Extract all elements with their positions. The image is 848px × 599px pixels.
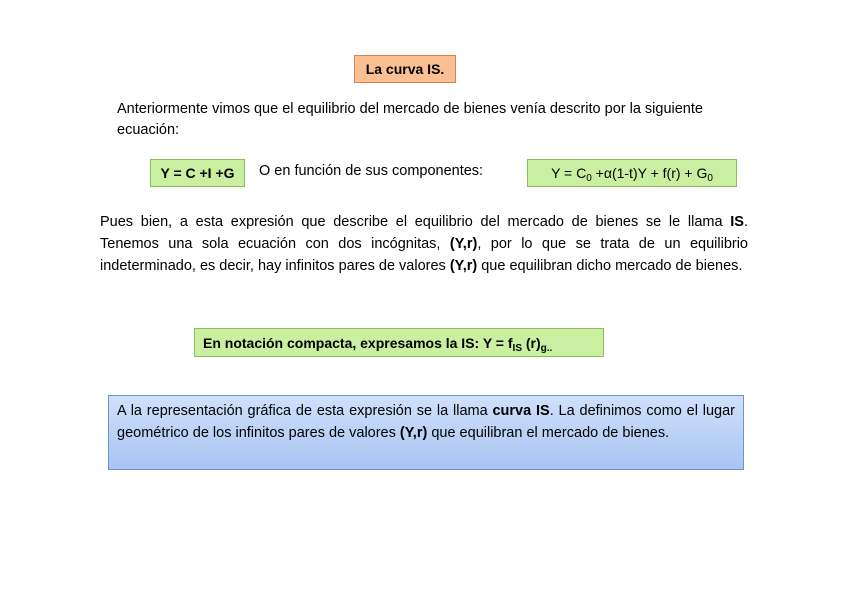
explanation-paragraph: Pues bien, a esta expresión que describe el equilibrio del mercado de bienes se le llama IS. Tenemos una sola ecuación con dos incógnitas, (Y,r), por lo que se trata de un equilibrio indeterminado, es decir, hay infinitos pares de valores (Y,r) que equilibran dicho mercado de bienes. <box>100 214 748 274</box>
title-box <box>354 55 456 83</box>
intro-text: Anteriormente vimos que el equilibrio del mercado de bienes venía descrito por la siguiente ecuación: <box>117 101 703 138</box>
equation-box-components <box>527 159 737 187</box>
compact-notation: En notación compacta, expresamos la IS: $Y = f_{IS}$ $(r)_{g..}$ <box>203 334 553 354</box>
page-title: La curva IS. <box>365 61 445 77</box>
equation-connector-text: O en función de sus componentes: <box>259 163 484 179</box>
equation-aggregate: Y = C +I +G <box>160 165 235 181</box>
compact-notation-box <box>194 328 604 357</box>
equation-components: $Y = C_0 +\alpha(1-t)Y + f(r) + G_0$ <box>551 165 713 184</box>
equation-box-aggregate <box>150 159 245 187</box>
definition-box: A la representación gráfica de esta expresión se la llama curva IS. La definimos como el lugar geométrico de los infinitos pares de valores (Y,r) que equilibran el mercado de bienes. <box>108 395 744 470</box>
